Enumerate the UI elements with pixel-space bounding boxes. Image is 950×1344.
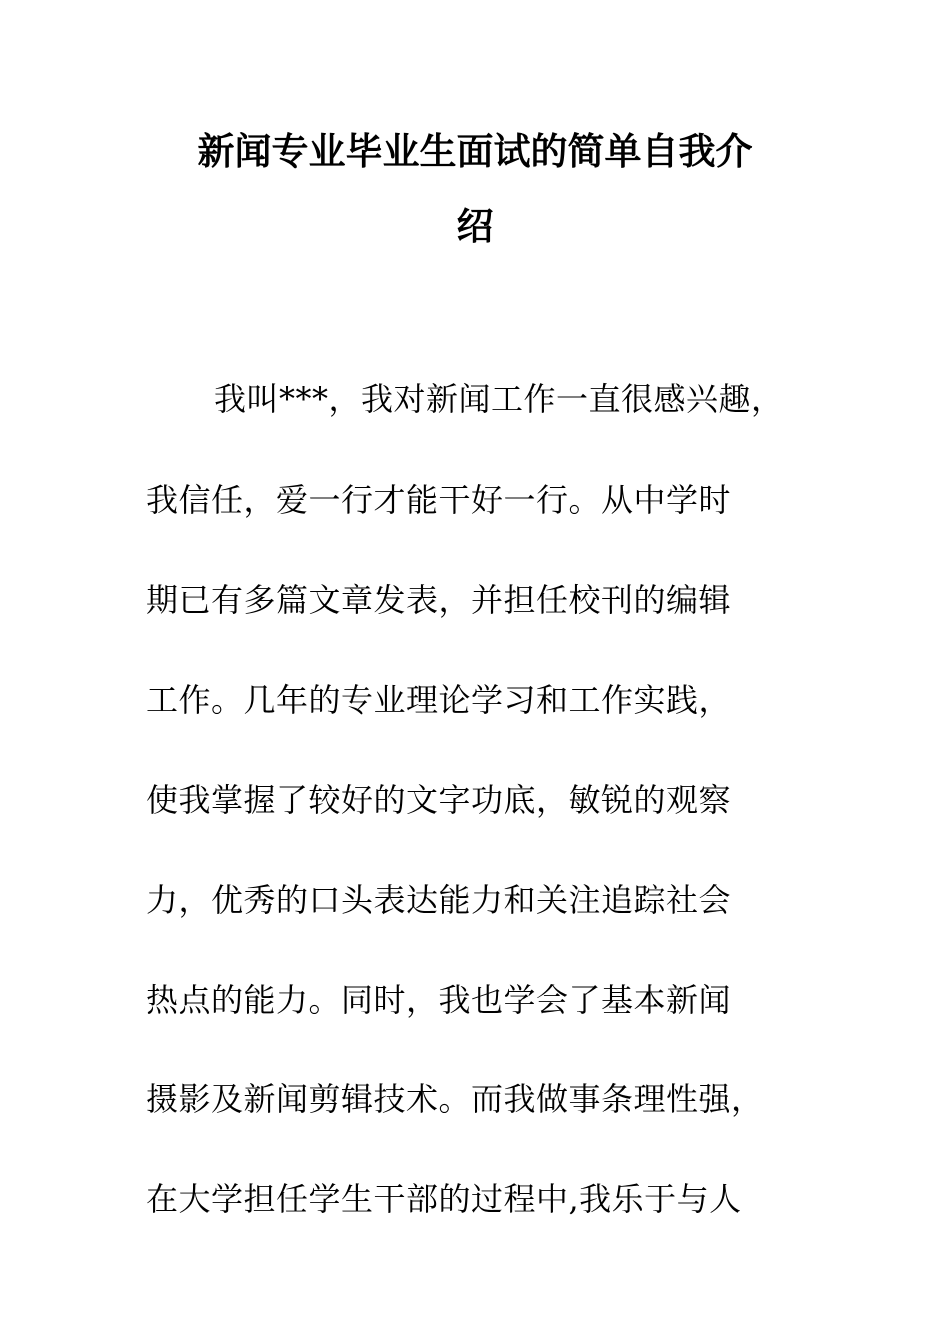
paragraph-line-2: 我信任，爱一行才能干好一行。从中学时 <box>146 481 732 519</box>
paragraph-line-5: 使我掌握了较好的文字功底，敏锐的观察 <box>146 781 732 819</box>
paragraph-line-6: 力，优秀的口头表达能力和关注追踪社会 <box>146 881 732 919</box>
paragraph-line-7: 热点的能力。同时，我也学会了基本新闻 <box>146 981 732 1019</box>
paragraph-line-1: 我叫***，我对新闻工作一直很感兴趣， <box>214 380 784 418</box>
paragraph-line-8: 摄影及新闻剪辑技术。而我做事条理性强， <box>146 1080 764 1118</box>
title-line-1: 新闻专业毕业生面试的简单自我介 <box>197 130 753 173</box>
paragraph-line-9: 在大学担任学生干部的过程中,我乐于与人 <box>146 1180 742 1218</box>
paragraph-line-3: 期已有多篇文章发表，并担任校刊的编辑 <box>146 581 732 619</box>
title-line-2: 绍 <box>456 205 494 248</box>
paragraph-line-4: 工作。几年的专业理论学习和工作实践， <box>146 681 732 719</box>
